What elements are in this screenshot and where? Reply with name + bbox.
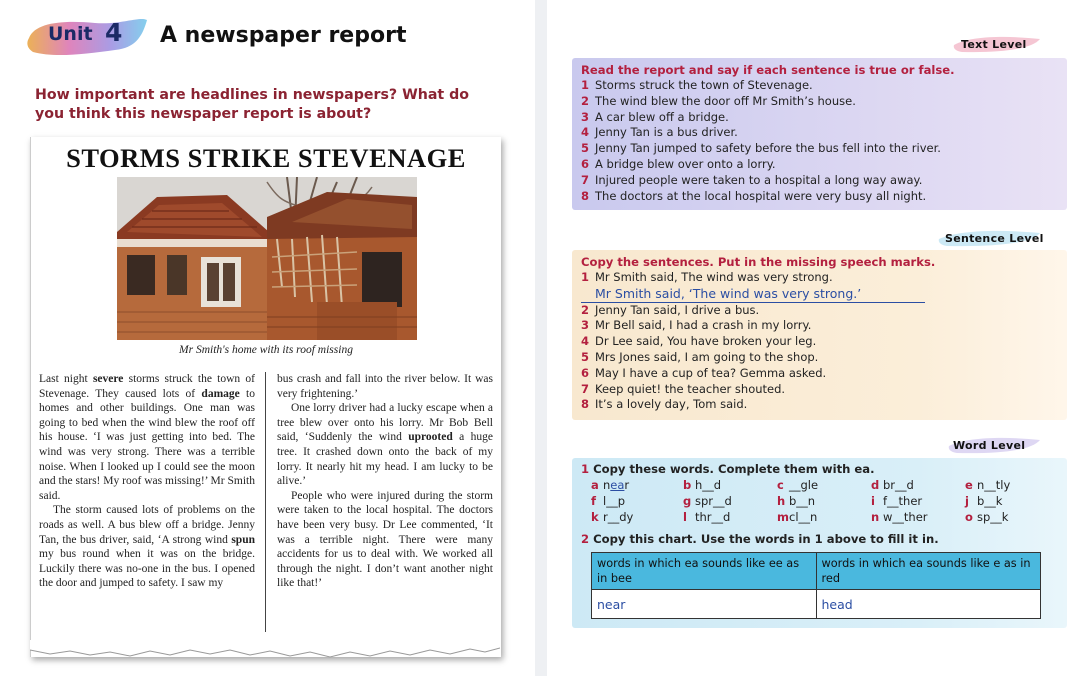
item-text: Mr Bell said, I had a crash in my lorry. — [595, 318, 812, 333]
task-number: 2 — [581, 532, 590, 546]
item-number: 8 — [581, 188, 590, 203]
example-answer: Mr Smith said, ‘The wind was very strong.’ — [581, 286, 925, 303]
item-number: 3 — [581, 318, 590, 333]
handwritten-answer: ea — [610, 478, 625, 492]
word-letter: b — [683, 478, 692, 492]
word-letter: j — [965, 494, 969, 508]
sentence-level-heading: Copy the sentences. Put in the missing speech marks. — [581, 255, 936, 269]
table-cell-ee: near — [592, 590, 817, 619]
word-letter: l — [683, 510, 687, 524]
unit-title: A newspaper report — [160, 23, 407, 48]
item-text: Keep quiet! the teacher shouted. — [595, 381, 786, 396]
list-item — [581, 141, 941, 157]
list-item — [581, 157, 941, 173]
word-letter: k — [591, 510, 599, 524]
word-item — [871, 478, 914, 492]
item-text: It’s a lovely day, Tom said. — [595, 397, 748, 412]
word-item — [591, 478, 629, 492]
word-letter: f — [591, 494, 597, 508]
list-item — [581, 270, 925, 286]
item-text: Dr Lee said, You have broken your leg. — [595, 334, 817, 349]
list-item — [581, 397, 925, 413]
item-number: 6 — [581, 156, 590, 171]
word-item — [591, 494, 625, 508]
table-header-row — [592, 553, 1041, 590]
vocabulary-word: spun — [231, 533, 255, 546]
word-item — [777, 494, 815, 508]
item-text: The wind blew the door off Mr Smith’s house. — [595, 93, 856, 108]
word-letter: c — [777, 478, 784, 492]
word-task-1-heading — [581, 462, 875, 476]
unit-badge — [25, 14, 147, 58]
word-item — [777, 510, 817, 524]
task-number: 1 — [581, 462, 590, 476]
word-letter: e — [965, 478, 973, 492]
list-item — [581, 78, 941, 94]
text-level-tag: Text Level — [961, 38, 1027, 51]
ea-sound-table — [591, 552, 1041, 619]
item-number: 8 — [581, 397, 590, 412]
word-text: b__k — [977, 494, 1003, 508]
house-photo — [117, 177, 417, 340]
list-item — [581, 125, 941, 141]
item-number: 4 — [581, 334, 590, 349]
article-paragraph — [277, 401, 493, 489]
item-text: Mrs Jones said, I am going to the shop. — [595, 349, 819, 364]
item-text: Storms struck the town of Stevenage. — [595, 78, 813, 92]
word-text: r__dy — [603, 510, 634, 524]
word-text: n__tly — [977, 478, 1011, 492]
table-row — [592, 590, 1041, 619]
item-text: Jenny Tan said, I drive a bus. — [595, 302, 760, 317]
article-paragraph — [39, 503, 255, 591]
vocabulary-word: damage — [201, 387, 240, 400]
column-divider — [265, 372, 266, 632]
list-item — [581, 366, 925, 382]
item-text: May I have a cup of tea? Gemma asked. — [595, 365, 827, 380]
word-text-end: r — [624, 478, 630, 492]
word-item — [777, 478, 818, 492]
text-level-heading: Read the report and say if each sentence is true or false. — [581, 63, 955, 77]
list-item — [581, 334, 925, 350]
word-item — [965, 510, 1008, 524]
article-text: People who were injured during the storm were taken to the local hospital. The doctors have been very busy. Dr Lee commented, ‘It was a terrible night. There were many accidents for us to deal with. We worked all through the night. I don’t want another night like that!’ — [277, 489, 493, 590]
word-text: n — [603, 478, 611, 492]
item-number: 5 — [581, 141, 590, 156]
task-text: Copy this chart. Use the words in 1 above to fill it in. — [593, 532, 939, 546]
word-item — [683, 478, 721, 492]
article-text: One lorry driver had a lucky escape when a tree blew over onto his lorry. Mr Bob Bell said, ‘Suddenly the wind — [277, 402, 493, 444]
article-text: Last night — [39, 373, 93, 385]
table-cell-e: head — [816, 590, 1041, 619]
article-column-1 — [39, 372, 255, 591]
photo-caption: Mr Smith's home with its roof missing — [179, 344, 353, 356]
list-item — [581, 189, 941, 205]
sentence-level-tag: Sentence Level — [945, 232, 1044, 245]
article-column-2 — [277, 372, 493, 591]
item-text: Jenny Tan jumped to safety before the bus fell into the river. — [595, 141, 941, 156]
speech-marks-items — [581, 303, 925, 414]
true-false-list — [581, 78, 941, 204]
item-number: 3 — [581, 109, 590, 124]
word-text: cl__n — [789, 510, 818, 524]
article-paragraph — [277, 489, 493, 591]
damaged-house-image — [117, 177, 417, 340]
word-text: sp__k — [977, 510, 1009, 524]
item-number: 4 — [581, 125, 590, 140]
article-text: to homes and other buildings. One man was going to bed when the wind blew the roof off his house. ‘I was just getting into bed. The wind was very strong. There was a terrible noise. When I looked up I could see the moon and the stars! My roof was missing!’ Mr Smith said. — [39, 387, 255, 502]
torn-edge-icon — [30, 640, 500, 664]
word-letter: i — [871, 494, 875, 508]
article-paragraph — [277, 372, 493, 401]
item-number: 1 — [581, 78, 590, 92]
word-text: f__ther — [883, 494, 923, 508]
list-item — [581, 94, 941, 110]
word-text: b__n — [789, 494, 816, 508]
word-item — [871, 510, 928, 524]
item-number: 6 — [581, 365, 590, 380]
article-text: bus crash and fall into the river below. It was very frightening.’ — [277, 373, 493, 400]
article-text: storms struck the town of Stevenage. They caused lots of — [39, 373, 255, 400]
word-item — [871, 494, 922, 508]
list-item — [581, 382, 925, 398]
list-item — [581, 303, 925, 319]
word-letter: o — [965, 510, 973, 524]
item-text: Mr Smith said, The wind was very strong. — [595, 270, 833, 284]
intro-question: How important are headlines in newspapers? What do you think this newspaper report is about? — [35, 87, 470, 122]
table-header-e: words in which ea sounds like e as in red — [816, 553, 1041, 590]
word-letter: g — [683, 494, 692, 508]
item-text: Injured people were taken to a hospital a long way away. — [595, 172, 923, 187]
word-text: thr__d — [695, 510, 731, 524]
item-text: A car blew off a bridge. — [595, 109, 729, 124]
item-number: 1 — [581, 270, 590, 284]
item-text: A bridge blew over onto a lorry. — [595, 156, 776, 171]
word-letter: a — [591, 478, 599, 492]
item-number: 2 — [581, 302, 590, 317]
word-letter: d — [871, 478, 880, 492]
word-item — [965, 494, 1002, 508]
page-gutter — [535, 0, 547, 676]
right-page — [547, 0, 1080, 676]
item-text: Jenny Tan is a bus driver. — [595, 125, 738, 140]
task-text: Copy these words. Complete them with ea. — [593, 462, 875, 476]
word-item — [965, 478, 1010, 492]
article-paragraph — [39, 372, 255, 503]
item-number: 5 — [581, 349, 590, 364]
word-task-2-heading — [581, 532, 939, 546]
word-text: __gle — [789, 478, 819, 492]
example-answer-row — [581, 286, 925, 303]
list-item — [581, 350, 925, 366]
vocabulary-word: severe — [92, 373, 124, 385]
table-header-ee: words in which ea sounds like ee as in bee — [592, 553, 817, 590]
speech-marks-list — [581, 270, 925, 413]
word-text: br__d — [883, 478, 914, 492]
list-item — [581, 173, 941, 189]
article-text: my bus round when it was on the bridge. Luckily there was no-one in the bus. I opened the door and jumped to safety. I saw my — [39, 548, 255, 590]
word-level-tag: Word Level — [953, 439, 1026, 452]
word-letter: m — [777, 510, 789, 524]
word-item — [683, 510, 730, 524]
list-item — [581, 318, 925, 334]
word-text: h__d — [695, 478, 722, 492]
article-headline: STORMS STRIKE STEVENAGE — [66, 143, 466, 173]
item-number: 7 — [581, 381, 590, 396]
item-number: 7 — [581, 172, 590, 187]
list-item — [581, 110, 941, 126]
word-item — [591, 510, 633, 524]
newspaper-clipping — [30, 137, 501, 657]
word-letter: h — [777, 494, 786, 508]
word-text: w__ther — [883, 510, 928, 524]
article-text: The storm caused lots of problems on the roads as well. A bus blew off a bridge. Jenny Tan, the bus driver, said, ‘A strong wind — [39, 504, 255, 546]
unit-number: 4 — [105, 18, 123, 47]
word-letter: n — [871, 510, 880, 524]
left-page — [0, 0, 535, 676]
word-text: spr__d — [695, 494, 732, 508]
item-text: The doctors at the local hospital were very busy all night. — [595, 188, 927, 203]
vocabulary-word: uprooted — [408, 431, 453, 444]
word-text: l__p — [603, 494, 625, 508]
article-text: a huge tree. It crashed down onto the back of my lorry. It nearly hit my head. I am lucky to be alive.’ — [277, 431, 493, 488]
word-item — [683, 494, 732, 508]
item-number: 2 — [581, 93, 590, 108]
unit-label: Unit — [48, 23, 93, 45]
